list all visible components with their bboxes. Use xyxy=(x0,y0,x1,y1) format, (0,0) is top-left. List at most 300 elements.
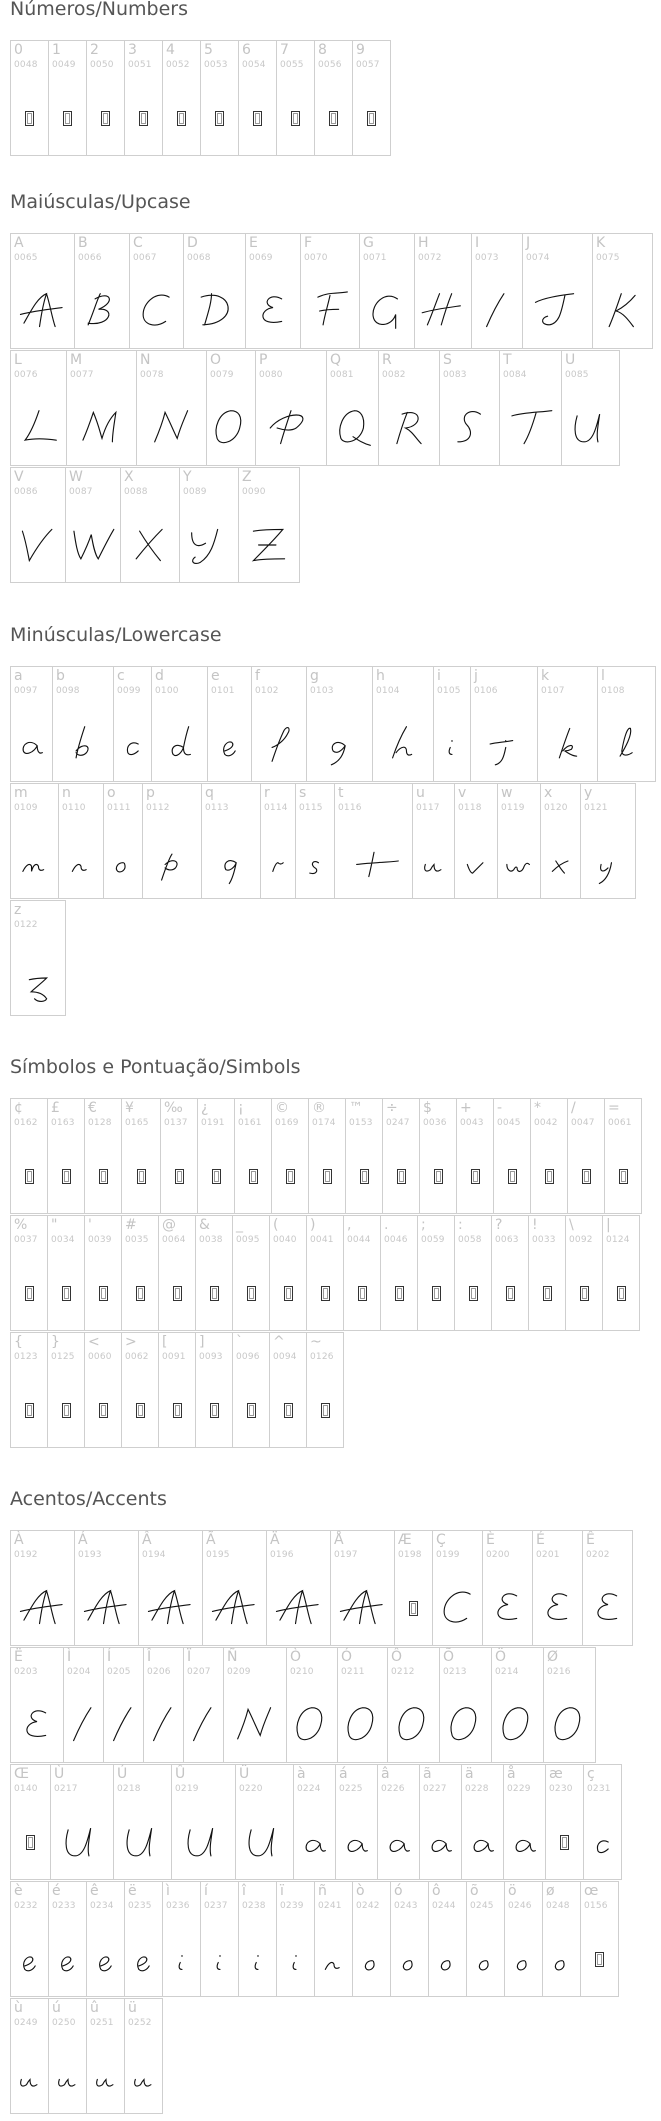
glyph-svg xyxy=(601,718,653,770)
glyph-cell xyxy=(493,1098,531,1214)
glyph-stroke xyxy=(23,742,42,753)
missing-glyph-box xyxy=(215,111,224,126)
character-code: 0156 xyxy=(584,1901,608,1911)
glyph-stroke xyxy=(511,411,551,444)
glyph-stroke xyxy=(188,1828,213,1856)
glyph-cell xyxy=(456,1098,494,1214)
missing-glyph-icon xyxy=(344,1262,380,1324)
character-label: ç xyxy=(587,1766,595,1782)
character-label: K xyxy=(596,235,606,251)
missing-glyph-box xyxy=(62,1286,71,1301)
script-glyph-sample xyxy=(11,514,65,576)
glyph-cell xyxy=(306,666,373,782)
glyph-svg xyxy=(145,1582,197,1634)
missing-glyph-box xyxy=(99,1286,108,1301)
glyph-cell xyxy=(113,1764,172,1880)
glyph-stroke xyxy=(276,1591,318,1624)
glyph-stroke xyxy=(22,864,43,871)
character-code: 0237 xyxy=(204,1901,228,1911)
missing-glyph-icon xyxy=(235,1145,271,1207)
script-glyph-sample xyxy=(114,713,151,775)
character-code: 0052 xyxy=(166,60,190,70)
missing-glyph-icon xyxy=(494,1145,530,1207)
script-glyph-sample xyxy=(492,1694,543,1756)
glyph-cell xyxy=(251,666,307,782)
glyph-stroke xyxy=(162,854,177,880)
character-code: 0193 xyxy=(78,1550,102,1560)
character-code: 0115 xyxy=(299,803,323,813)
character-label: Å xyxy=(334,1532,344,1548)
missing-glyph-icon xyxy=(233,1262,269,1324)
missing-glyph-icon xyxy=(270,1379,306,1441)
character-label: F xyxy=(304,235,313,251)
character-code: 0235 xyxy=(128,1901,152,1911)
character-label: * xyxy=(534,1100,541,1116)
character-label: 3 xyxy=(128,42,137,58)
character-label: l xyxy=(601,668,605,684)
glyph-cell xyxy=(276,40,315,156)
character-label: 7 xyxy=(280,42,289,58)
glyph-stroke xyxy=(74,529,114,558)
glyph-cell xyxy=(387,1647,440,1763)
character-code: 0088 xyxy=(124,487,148,497)
glyph-cell xyxy=(232,1332,270,1448)
character-label: ö xyxy=(508,1883,517,1899)
glyph-stroke xyxy=(22,529,51,560)
character-label: T xyxy=(503,352,512,368)
missing-glyph-box xyxy=(173,1403,182,1418)
glyph-stroke xyxy=(555,1961,564,1970)
missing-glyph-icon xyxy=(48,1145,84,1207)
script-glyph-sample xyxy=(584,1811,621,1873)
script-glyph-sample xyxy=(598,713,655,775)
character-code: 0107 xyxy=(541,686,565,696)
character-code: 0033 xyxy=(532,1235,556,1245)
glyph-cell xyxy=(380,1215,418,1331)
character-label: Ë xyxy=(14,1649,23,1665)
character-code: 0239 xyxy=(280,1901,304,1911)
missing-glyph-icon xyxy=(11,87,48,149)
glyph-svg xyxy=(432,1582,484,1634)
glyph-cell xyxy=(580,783,636,899)
character-code: 0252 xyxy=(128,2018,152,2028)
glyph-stroke xyxy=(297,1708,322,1740)
character-code: 0125 xyxy=(51,1352,75,1362)
glyph-stroke xyxy=(223,742,235,756)
glyph-stroke xyxy=(212,1591,254,1624)
glyph-svg xyxy=(81,1582,133,1634)
script-glyph-sample xyxy=(224,1694,286,1756)
glyph-stroke xyxy=(193,1708,210,1741)
character-label: E xyxy=(249,235,258,251)
script-glyph-sample xyxy=(415,280,471,342)
glyph-stroke xyxy=(136,529,162,560)
glyph-cell xyxy=(528,1215,566,1331)
character-label: O xyxy=(210,352,222,368)
glyph-cell xyxy=(286,1647,338,1763)
glyph-cell xyxy=(271,1098,309,1214)
character-code: 0103 xyxy=(310,686,334,696)
character-label: s xyxy=(299,785,307,801)
character-code: 0206 xyxy=(147,1667,171,1677)
missing-glyph-box xyxy=(545,1169,554,1184)
character-code: 0036 xyxy=(423,1118,447,1128)
glyph-cell xyxy=(160,1098,198,1214)
character-code: 0205 xyxy=(107,1667,131,1677)
character-label: Á xyxy=(78,1532,88,1548)
glyph-svg xyxy=(76,402,128,454)
glyph-cell xyxy=(471,233,523,349)
character-code: 0123 xyxy=(14,1352,38,1362)
character-code: 0174 xyxy=(312,1118,336,1128)
character-code: 0153 xyxy=(349,1118,373,1128)
character-code: 0067 xyxy=(133,253,157,263)
glyph-stroke xyxy=(58,2079,74,2086)
character-label: . xyxy=(384,1217,389,1233)
missing-glyph-box xyxy=(212,1169,221,1184)
missing-glyph-icon xyxy=(161,1145,197,1207)
character-code: 0038 xyxy=(199,1235,223,1245)
glyph-stroke xyxy=(444,1592,470,1622)
missing-glyph-icon xyxy=(48,1379,84,1441)
glyph-cell xyxy=(195,1215,233,1331)
character-label: á xyxy=(339,1766,348,1782)
glyph-svg xyxy=(205,402,257,454)
character-code: 0197 xyxy=(334,1550,358,1560)
character-code: 0238 xyxy=(242,1901,266,1911)
glyph-stroke xyxy=(72,864,86,871)
script-glyph-sample xyxy=(373,713,433,775)
script-glyph-sample xyxy=(440,1694,491,1756)
character-label: ™ xyxy=(349,1100,363,1116)
glyph-cell xyxy=(10,1764,51,1880)
character-label: a xyxy=(14,668,23,684)
glyph-cell xyxy=(207,666,252,782)
missing-glyph-icon xyxy=(381,1262,417,1324)
character-label: ^ xyxy=(273,1334,285,1350)
character-label: k xyxy=(541,668,550,684)
script-glyph-sample xyxy=(462,1811,503,1873)
glyph-stroke xyxy=(172,727,190,756)
missing-glyph-icon xyxy=(122,1262,158,1324)
character-label: " xyxy=(51,1217,58,1233)
script-glyph-sample xyxy=(267,1577,330,1639)
character-code: 0072 xyxy=(418,253,442,263)
glyph-cell xyxy=(124,40,163,156)
missing-glyph-icon xyxy=(568,1145,604,1207)
glyph-stroke xyxy=(253,529,284,560)
character-label: ë xyxy=(128,1883,137,1899)
glyph-svg xyxy=(17,1582,69,1634)
glyph-svg xyxy=(286,1699,338,1751)
character-code: 0104 xyxy=(376,686,400,696)
glyph-cell xyxy=(522,233,593,349)
glyph-cell xyxy=(86,40,125,156)
glyph-cell xyxy=(491,1647,544,1763)
glyph-cell xyxy=(200,40,239,156)
glyph-cell xyxy=(171,1764,236,1880)
character-code: 0034 xyxy=(51,1235,75,1245)
character-code: 0064 xyxy=(162,1235,186,1245)
character-code: 0251 xyxy=(90,2018,114,2028)
character-code: 0126 xyxy=(310,1352,334,1362)
character-label: ; xyxy=(421,1217,426,1233)
character-label: / xyxy=(571,1100,576,1116)
character-label: ¥ xyxy=(125,1100,134,1116)
script-glyph-sample xyxy=(583,1577,632,1639)
glyph-svg xyxy=(565,402,617,454)
glyph-svg xyxy=(178,1816,230,1868)
missing-glyph-box xyxy=(25,1403,34,1418)
character-code: 0048 xyxy=(14,60,38,70)
character-label: h xyxy=(376,668,385,684)
character-code: 0122 xyxy=(14,920,38,930)
character-code: 0114 xyxy=(264,803,288,813)
character-code: 0231 xyxy=(587,1784,611,1794)
glyph-svg xyxy=(505,402,557,454)
character-label: í xyxy=(204,1883,208,1899)
glyph-cell xyxy=(592,233,653,349)
missing-glyph-box xyxy=(25,111,34,126)
glyph-stroke xyxy=(153,1708,170,1741)
character-label: 5 xyxy=(204,42,213,58)
glyph-svg xyxy=(13,402,65,454)
character-code: 0196 xyxy=(270,1550,294,1560)
character-code: 0083 xyxy=(443,370,467,380)
glyph-cell xyxy=(10,1215,48,1331)
character-code: 0090 xyxy=(242,487,266,497)
script-glyph-sample xyxy=(11,713,52,775)
script-glyph-sample xyxy=(420,1811,461,1873)
glyph-cell xyxy=(382,1098,420,1214)
missing-glyph-box xyxy=(136,1286,145,1301)
glyph-stroke xyxy=(517,1961,526,1970)
character-label: ( xyxy=(273,1217,279,1233)
glyph-stroke xyxy=(507,863,530,871)
glyph-stroke xyxy=(273,863,283,872)
glyph-stroke xyxy=(356,852,398,876)
glyph-svg xyxy=(253,718,305,770)
character-label: ù xyxy=(14,2000,23,2016)
character-code: 0194 xyxy=(142,1550,166,1560)
glyph-svg xyxy=(12,952,64,1004)
glyph-cell xyxy=(414,233,472,349)
glyph-cell xyxy=(604,1098,642,1214)
glyph-svg xyxy=(478,718,530,770)
character-label: ï xyxy=(280,1883,284,1899)
missing-glyph-box xyxy=(506,1286,515,1301)
glyph-svg xyxy=(582,1582,634,1634)
glyph-svg xyxy=(12,519,64,571)
glyph-stroke xyxy=(179,1956,182,1970)
missing-glyph-box xyxy=(321,1286,330,1301)
section-title: Minúsculas/Lowercase xyxy=(10,624,222,646)
glyph-cell xyxy=(74,1530,139,1646)
glyph-stroke xyxy=(216,411,241,443)
character-label: ä xyxy=(465,1766,474,1782)
character-label: ¢ xyxy=(14,1100,23,1116)
glyph-svg xyxy=(482,1582,534,1634)
character-code: 0078 xyxy=(140,370,164,380)
character-code: 0059 xyxy=(421,1235,445,1245)
glyph-stroke xyxy=(597,1594,616,1620)
character-code: 0219 xyxy=(175,1784,199,1794)
character-label: } xyxy=(51,1334,60,1350)
glyph-stroke xyxy=(620,728,632,756)
glyph-cell xyxy=(223,1647,287,1763)
glyph-cell xyxy=(432,1530,483,1646)
glyph-cell xyxy=(47,1215,85,1331)
missing-glyph-box xyxy=(619,1169,628,1184)
glyph-svg xyxy=(327,402,379,454)
glyph-cell xyxy=(583,1764,622,1880)
character-label: å xyxy=(507,1766,516,1782)
character-label: M xyxy=(70,352,83,368)
missing-glyph-box xyxy=(62,1169,71,1184)
character-label: ¿ xyxy=(201,1100,209,1116)
character-label: r xyxy=(264,785,270,801)
missing-glyph-box xyxy=(409,1601,418,1616)
glyph-cell xyxy=(74,233,130,349)
missing-glyph-box xyxy=(25,1286,34,1301)
missing-glyph-icon xyxy=(125,87,162,149)
glyph-cell xyxy=(345,1098,383,1214)
glyph-cell xyxy=(530,1098,568,1214)
character-code: 0099 xyxy=(117,686,141,696)
glyph-cell xyxy=(359,233,415,349)
glyph-cell xyxy=(202,1530,267,1646)
script-glyph-sample xyxy=(66,514,120,576)
character-label: p xyxy=(146,785,155,801)
glyph-cell xyxy=(50,1764,114,1880)
character-code: 0163 xyxy=(51,1118,75,1128)
glyph-svg xyxy=(337,1699,389,1751)
character-code: 0192 xyxy=(14,1550,38,1560)
missing-glyph-icon xyxy=(272,1145,308,1207)
script-glyph-sample xyxy=(287,1694,337,1756)
character-label: c xyxy=(117,668,125,684)
glyph-cell xyxy=(245,233,301,349)
glyph-cell xyxy=(454,783,498,899)
character-code: 0035 xyxy=(125,1235,149,1245)
character-code: 0209 xyxy=(227,1667,251,1677)
character-code: 0066 xyxy=(78,253,102,263)
script-glyph-sample xyxy=(483,1577,532,1639)
character-code: 0169 xyxy=(275,1118,299,1128)
script-glyph-sample xyxy=(336,1811,377,1873)
glyph-cell xyxy=(580,1881,619,1997)
character-code: 0053 xyxy=(204,60,228,70)
glyph-cell xyxy=(503,1764,546,1880)
glyph-stroke xyxy=(457,412,480,442)
missing-glyph-box xyxy=(434,1169,443,1184)
glyph-cell xyxy=(84,1332,122,1448)
glyph-stroke xyxy=(441,1961,450,1970)
glyph-svg xyxy=(535,835,587,887)
character-label: © xyxy=(275,1100,289,1116)
glyph-svg xyxy=(6,718,58,770)
missing-glyph-box xyxy=(175,1169,184,1184)
section-title: Maiúsculas/Upcase xyxy=(10,191,191,213)
glyph-cell xyxy=(352,40,391,156)
glyph-cell xyxy=(10,350,67,466)
missing-glyph-box xyxy=(247,1403,256,1418)
missing-glyph-icon xyxy=(353,87,390,149)
glyph-stroke xyxy=(479,1961,488,1970)
missing-glyph-icon xyxy=(122,1379,158,1441)
glyph-cell xyxy=(439,1647,492,1763)
character-code: 0106 xyxy=(474,686,498,696)
character-label: g xyxy=(310,668,319,684)
character-label: ! xyxy=(532,1217,538,1233)
character-label: & xyxy=(199,1217,210,1233)
missing-glyph-icon xyxy=(270,1262,306,1324)
glyph-cell xyxy=(120,467,180,583)
character-label: Z xyxy=(242,469,252,485)
missing-glyph-box xyxy=(62,1403,71,1418)
script-glyph-sample xyxy=(125,2045,162,2107)
glyph-cell xyxy=(10,1332,48,1448)
script-glyph-sample xyxy=(143,830,201,892)
character-label: Æ xyxy=(398,1532,412,1548)
character-label: | xyxy=(606,1217,611,1233)
glyph-cell xyxy=(394,1530,433,1646)
character-code: 0248 xyxy=(546,1901,570,1911)
script-glyph-sample xyxy=(121,514,179,576)
glyph-svg xyxy=(273,1582,325,1634)
character-label: ‰ xyxy=(164,1100,183,1116)
character-label: Í xyxy=(107,1649,112,1665)
glyph-svg xyxy=(532,1582,584,1634)
glyph-svg xyxy=(146,835,198,887)
missing-glyph-box xyxy=(329,111,338,126)
script-glyph-sample xyxy=(378,1811,419,1873)
glyph-cell xyxy=(419,1098,457,1214)
character-label: 8 xyxy=(318,42,327,58)
script-glyph-sample xyxy=(184,1694,223,1756)
character-code: 0044 xyxy=(347,1235,371,1245)
missing-glyph-box xyxy=(469,1286,478,1301)
glyph-cell xyxy=(129,233,184,349)
glyph-cell xyxy=(412,783,455,899)
glyph-stroke xyxy=(340,1591,382,1624)
glyph-cell xyxy=(300,233,360,349)
script-glyph-sample xyxy=(104,830,142,892)
character-label: 2 xyxy=(90,42,99,58)
glyph-cell xyxy=(158,1332,196,1448)
character-label: î xyxy=(242,1883,246,1899)
character-label: V xyxy=(14,469,24,485)
script-glyph-sample xyxy=(11,1577,74,1639)
script-glyph-sample xyxy=(388,1694,439,1756)
glyph-svg xyxy=(17,285,69,337)
missing-glyph-icon xyxy=(163,87,200,149)
script-glyph-sample xyxy=(327,397,378,459)
glyph-cell xyxy=(235,1764,294,1880)
glyph-cell xyxy=(306,1332,344,1448)
character-label: Œ xyxy=(14,1766,29,1782)
glyph-stroke xyxy=(143,295,169,325)
glyph-stroke xyxy=(217,1956,220,1970)
section-title: Acentos/Accents xyxy=(10,1488,167,1510)
missing-glyph-icon xyxy=(11,1262,47,1324)
missing-glyph-box xyxy=(136,1403,145,1418)
character-code: 0063 xyxy=(495,1235,519,1245)
script-glyph-sample xyxy=(11,280,74,342)
character-code: 0061 xyxy=(608,1118,632,1128)
character-label: Ç xyxy=(436,1532,446,1548)
character-code: 0049 xyxy=(52,60,76,70)
